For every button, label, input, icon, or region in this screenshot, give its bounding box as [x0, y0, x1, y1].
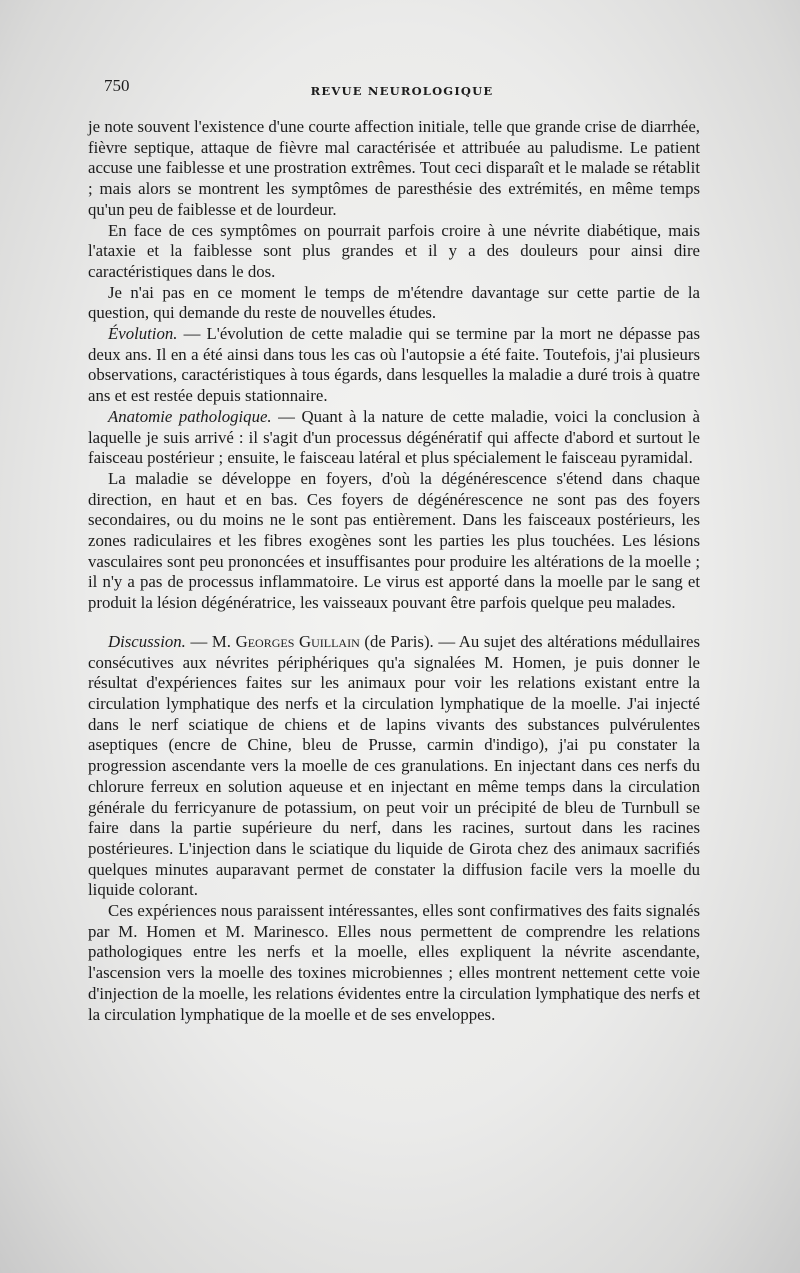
paragraph-text: En face de ces symptômes on pourrait parfois croire à une névrite diabétique, mais l'ataxie et la faiblesse sont plus grandes et il y a des douleurs pour ainsi dire caractéristiques dans le dos. — [88, 220, 700, 281]
section-lead: Évolution. — [108, 324, 178, 344]
paragraph-anatomie — [88, 407, 700, 469]
discussion-dash: — M. — [185, 631, 236, 651]
paragraph-text: (de Paris). — Au sujet des altérations médullaires consécutives aux névrites périphériques qu'a signalées M. Homen, je puis donner le résultat d'expériences faites sur les animaux pour voir les relations existant entre la circulation lymphatique des nerfs et la circulation lymphatique de la moelle. J'ai injecté dans le nerf sciatique de chiens et de lapins vivants des substances pulvérulentes aseptiques (encre de Chine, bleu de Prusse, carmin d'indigo), j'ai pu constater la progression ascendante vers la moelle de ces granulations. En injectant dans ces nerfs du chlorure ferreux en solution aqueuse et en injectant en même temps dans la circulation générale du ferricyanure de potassium, on peut voir un précipité de bleu de Turnbull se faire dans la partie supérieure du nerf, dans les racines, surtout dans les racines postérieures. L'injection dans le sciatique du liquide de Girota chez des animaux sacrifiés quelques minutes auparavant permet de constater la diffusion facile vers la moelle du liquide colorant. — [88, 631, 700, 900]
paragraph-evolution — [88, 324, 700, 407]
running-head: REVUE NEUROLOGIQUE — [310, 84, 494, 98]
paragraph — [88, 283, 700, 324]
paragraph — [88, 221, 700, 283]
paragraph-text: Je n'ai pas en ce moment le temps de m'étendre davantage sur cette partie de la question, qui demande du reste de nouvelles études. — [88, 282, 700, 323]
page-header — [104, 76, 700, 102]
paragraph-text: La maladie se développe en foyers, d'où la dégénérescence s'étend dans chaque direction, en haut et en bas. Ces foyers de dégénérescence ne sont pas des foyers secondaires, ou du moins ne le sont pas entièrement. Dans les faisceaux postérieurs, les zones radiculaires et les fibres exogènes sont les parties les plus touchées. Les lésions vasculaires sont peu prononcées et insuffisantes pour produire les altérations de la moelle ; il n'y a pas de processus inflammatoire. Le virus est apporté dans la moelle par le sang et produit la lésion dégénératrice, les vaisseaux pouvant être parfois quelque peu malades. — [88, 468, 700, 613]
article-body — [88, 117, 700, 1025]
discussion-lead: Discussion. — [108, 631, 186, 651]
paragraph — [88, 117, 700, 221]
paragraph-text: Ces expériences nous paraissent intéressantes, elles sont confirmatives des faits signalés par M. Homen et M. Marinesco. Elles nous permettent de comprendre les relations pathologiques entre les nerfs et la moelle, elles expliquent la névrite ascendante, l'ascension vers la moelle des toxines microbiennes ; elles montrent nettement cette voie d'injection de la moelle, les relations évidentes entre la circulation lymphatique des nerfs et la circulation lymphatique de la moelle et de ses enveloppes. — [88, 901, 700, 1024]
discussion-paragraph — [88, 632, 700, 901]
section-lead: Anatomie pathologique. — [108, 406, 272, 426]
paragraph-text: — L'évolution de cette maladie qui se termine par la mort ne dépasse pas deux ans. Il en a été ainsi dans tous les cas où l'autopsie a été faite. Toutefois, j'ai plusieurs observations, caractéristiques à tous égards, dans lesquelles la maladie a duré trois à quatre ans et est restée depuis stationnaire. — [88, 324, 700, 406]
closing-paragraph — [88, 901, 700, 1025]
paragraph — [88, 469, 700, 614]
paragraph-text: je note souvent l'existence d'une courte affection initiale, telle que grande crise de diarrhée, fièvre septique, attaque de fièvre mal caractérisée et attribuée au paludisme. Le patient accuse une faiblesse et une prostration extrêmes. Tout ceci disparaît et le malade se rétablit ; mais alors se montrent les symptômes de paresthésie des extrémités, en même temps qu'un peu de faiblesse et de lourdeur. — [88, 117, 700, 219]
page-number: 750 — [104, 76, 130, 95]
paragraph-text: — Quant à la nature de cette maladie, voici la conclusion à laquelle je suis arrivé : il s'agit d'un processus dégénératif qui affecte d'abord et surtout le faisceau postérieur ; ensuite, le faisceau latéral et plus spécialement le faisceau pyramidal. — [88, 406, 700, 468]
speaker-name: Georges Guillain — [235, 631, 360, 651]
